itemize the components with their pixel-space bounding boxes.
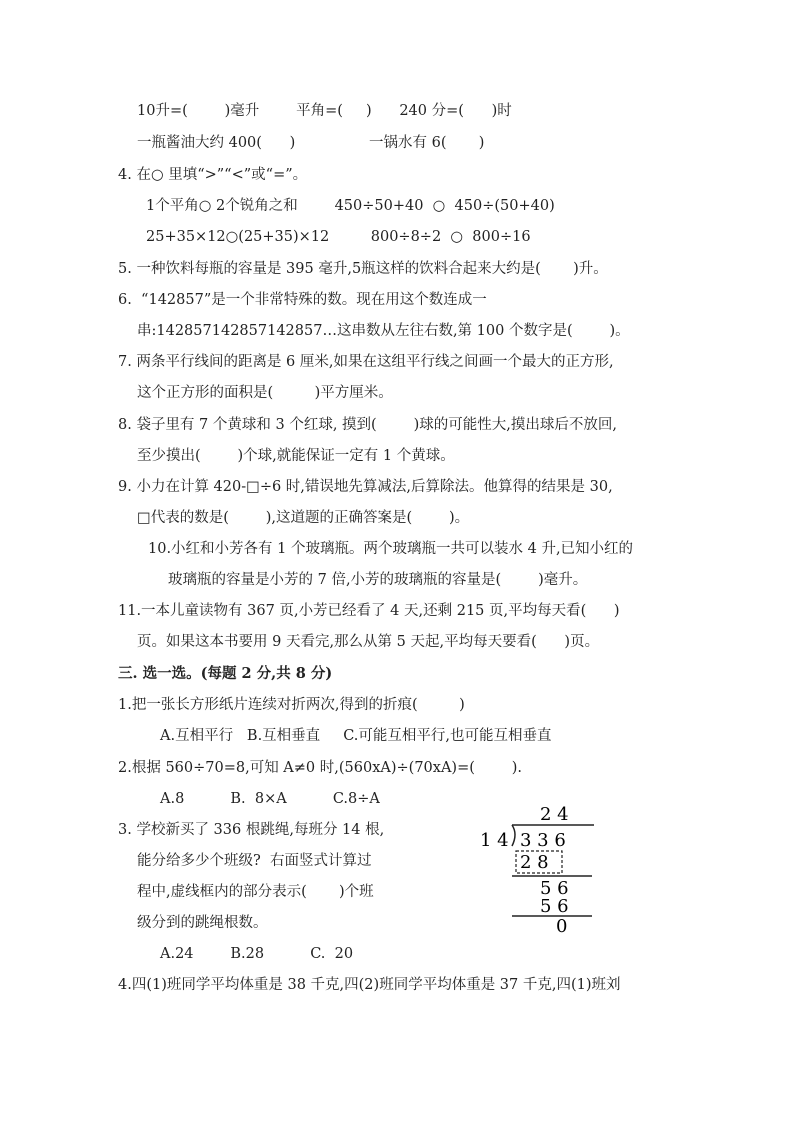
question-8-cont: 至少摸出( )个球,就能保证一定有 1 个黄球。: [137, 448, 455, 464]
choice-1-options: A.互相平行 B.互相垂直 C.可能互相平行,也可能互相垂直: [160, 728, 552, 744]
division-divisor: 1 4: [480, 830, 509, 851]
question-9: 9. 小力在计算 420-□÷6 时,错误地先算减法,后算除法。他算得的结果是 30,: [118, 479, 613, 495]
question-4-row-2: 25+35×12○(25+35)×12 800÷8÷2 ○ 800÷16: [146, 229, 531, 245]
choice-3-cont-1: 能分给多少个班级? 右面竖式计算过: [137, 853, 372, 869]
line-1: 10升=( )毫升 平角=( ) 240 分=( )时: [137, 103, 512, 119]
choice-3-cont-3: 级分到的跳绳根数。: [137, 915, 268, 931]
division-partial-product: 2 8: [520, 852, 549, 873]
question-6: 6. “142857”是一个非常特殊的数。现在用这个数连成一: [118, 292, 487, 308]
choice-1: 1.把一张长方形纸片连续对折两次,得到的折痕( ): [118, 697, 465, 713]
choice-3-cont-2: 程中,虚线框内的部分表示( )个班: [137, 884, 374, 900]
choice-2: 2.根据 560÷70=8,可知 A≠0 时,(560xA)÷(70xA)=( ).: [118, 760, 523, 776]
choice-4: 4.四(1)班同学平均体重是 38 千克,四(2)班同学平均体重是 37 千克,四(1)班刘: [118, 977, 621, 993]
long-division-figure: [478, 800, 596, 940]
division-quotient: 2 4: [540, 804, 569, 825]
question-7-cont: 这个正方形的面积是( )平方厘米。: [137, 385, 393, 401]
question-11: 11.一本儿童读物有 367 页,小芳已经看了 4 天,还剩 215 页,平均每天看( ): [118, 603, 620, 619]
question-5: 5. 一种饮料每瓶的容量是 395 毫升,5瓶这样的饮料合起来大约是( )升。: [118, 261, 608, 277]
division-dividend: 3 3 6: [520, 830, 566, 851]
division-bracket: [512, 825, 515, 846]
question-11-cont: 页。如果这本书要用 9 天看完,那么从第 5 天起,平均每天要看( )页。: [137, 634, 600, 650]
choice-3: 3. 学校新买了 336 根跳绳,每班分 14 根,: [118, 822, 385, 838]
question-4: 4. 在○ 里填“>”“<”或“=”。: [118, 167, 308, 183]
division-bring-down: 5 6: [540, 878, 569, 899]
choice-3-options: A.24 B.28 C. 20: [160, 946, 354, 962]
question-9-cont: □代表的数是( ),这道题的正确答案是( )。: [137, 510, 470, 526]
choice-2-options: A.8 B. 8×A C.8÷A: [160, 791, 380, 807]
section-3-title: 三. 选一选。(每题 2 分,共 8 分): [118, 665, 333, 682]
question-10-cont: 玻璃瓶的容量是小芳的 7 倍,小芳的玻璃瓶的容量是( )毫升。: [168, 572, 588, 588]
division-result: 0: [556, 916, 568, 937]
question-7: 7. 两条平行线间的距离是 6 厘米,如果在这组平行线之间画一个最大的正方形,: [118, 354, 614, 370]
division-subtract: 5 6: [540, 896, 569, 917]
question-6-cont: 串:142857142857142857…这串数从左往右数,第 100 个数字是( )。: [137, 323, 630, 339]
question-10: 10.小红和小芳各有 1 个玻璃瓶。两个玻璃瓶一共可以装水 4 升,已知小红的: [148, 541, 634, 557]
question-4-row-1: 1个平角○ 2个锐角之和 450÷50+40 ○ 450÷(50+40): [146, 198, 555, 214]
question-8: 8. 袋子里有 7 个黄球和 3 个红球, 摸到( )球的可能性大,摸出球后不放回,: [118, 417, 617, 433]
line-2: 一瓶酱油大约 400( ) 一锅水有 6( ): [137, 135, 485, 151]
